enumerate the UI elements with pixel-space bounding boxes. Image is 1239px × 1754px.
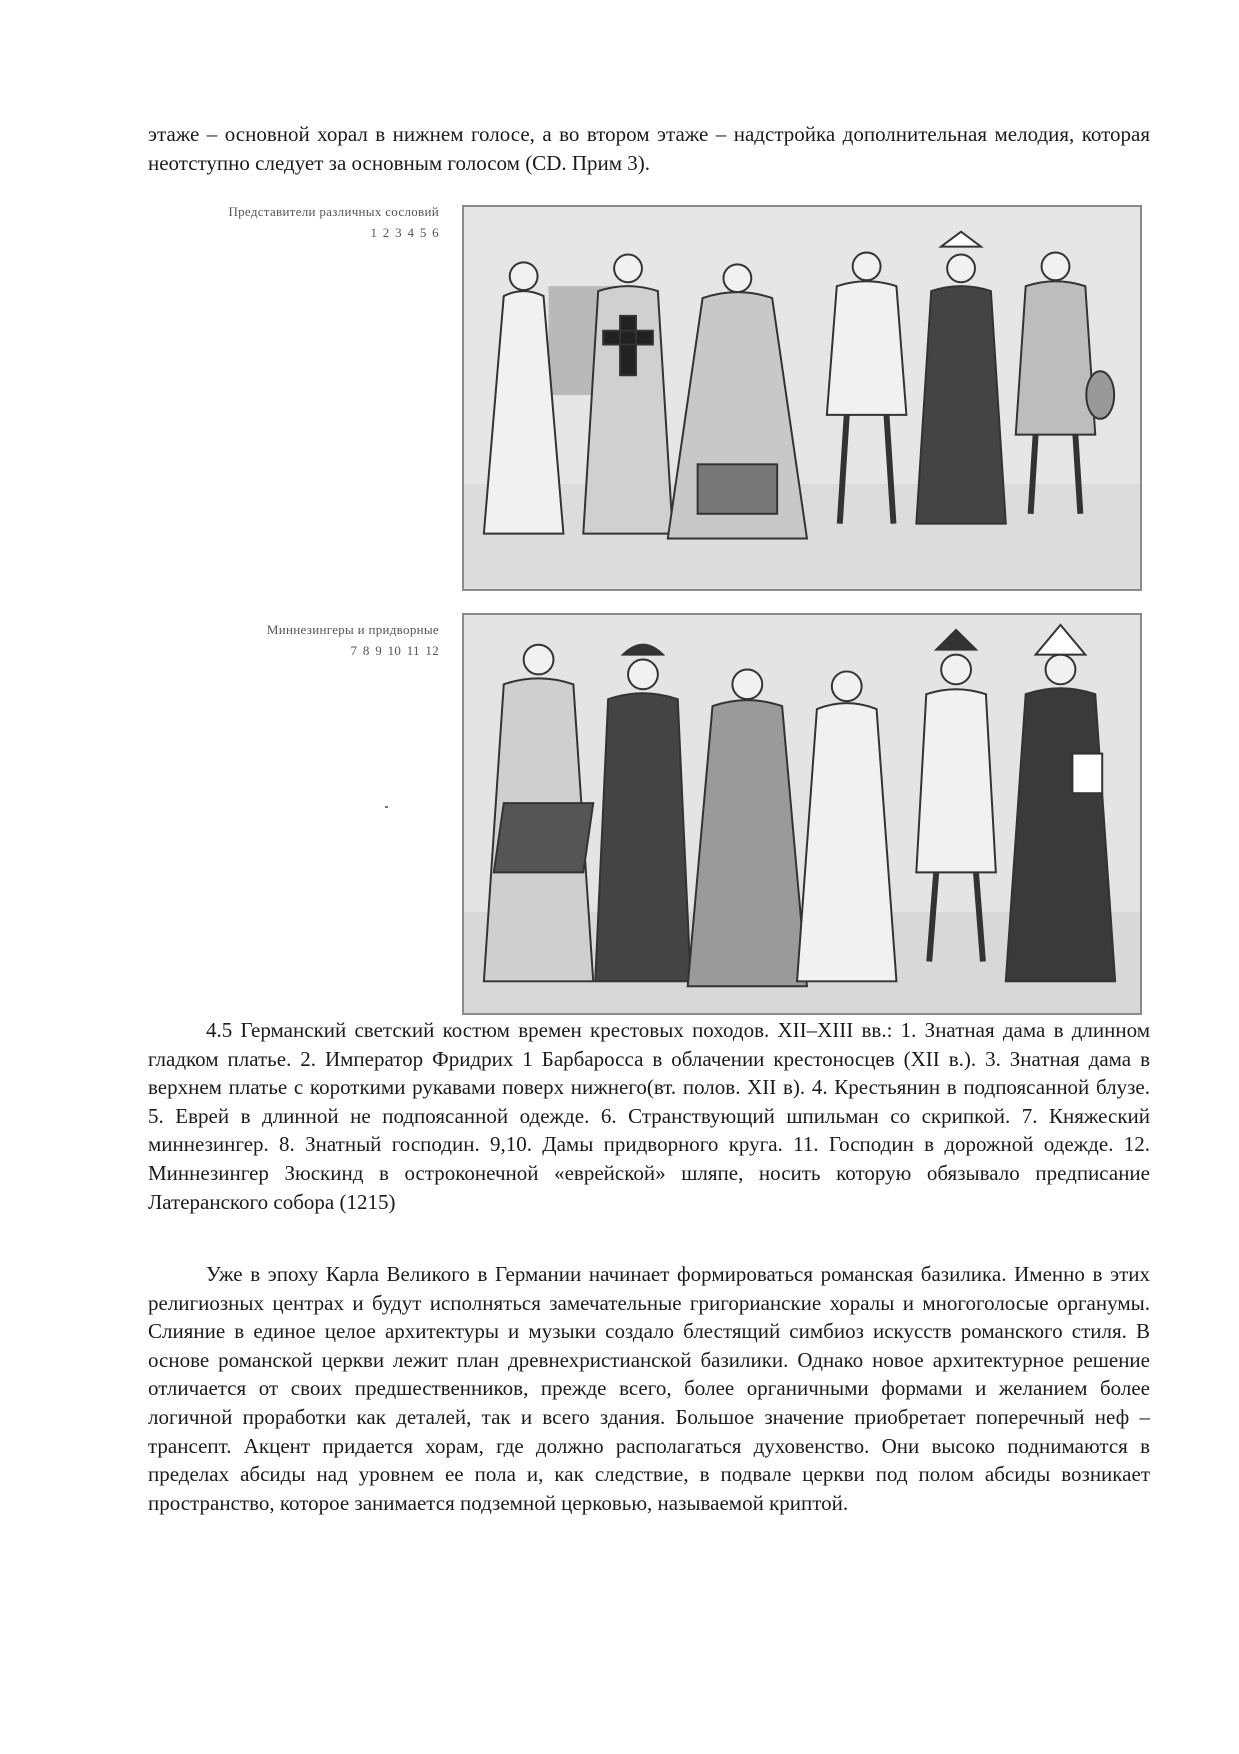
figure-caption: 4.5 Германский светский костюм времен крестовых походов. XII–XIII вв.: 1. Знатная дама в длинном гладком платье. 2. Император Фридрих 1 Барбаросса в облачении крестоносцев (XII в.). 3. Знатная дама в верхнем платье с короткими рукавами поверх нижнего(вт. полов. XII в). 4. Крестьянин в подпоясанной блузе. 5. Еврей в длинной не подпоясанной одежде. 6. Странствующий шпильман со скрипкой. 7. Княжеский миннезингер. 8. Знатный господин. 9,10. Дамы придворного круга. 11. Господин в дорожной одежде. 12. Миннезингер Зюскинд в остроконечной «еврейской» шляпе, носить которую обязывало предписание Латеранского собора (1215)	[148, 1018, 1150, 1214]
figure-1-illustration	[462, 205, 1142, 591]
figure-2-numbers: 7 8 9 10 11 12	[350, 643, 439, 658]
figure-1-label	[179, 203, 439, 241]
figure-2-drawing	[464, 615, 1140, 1013]
figure-2-illustration	[462, 613, 1142, 1015]
figure-2-label-text: Миннезингеры и придворные	[266, 622, 439, 637]
top-paragraph: этаже – основной хорал в нижнем голосе, а во втором этаже – надстройка дополнительная мелодия, которая неотступно следует за основным голосом (CD. Прим 3).	[148, 122, 1150, 175]
figure-1-numbers: 1 2 3 4 5 6	[370, 225, 439, 240]
figure-1-label-text: Представители различных сословий	[228, 204, 439, 219]
figure-2-label	[179, 621, 439, 659]
scan-speck	[385, 806, 388, 808]
body-paragraph: Уже в эпоху Карла Великого в Германии начинает формироваться романская базилика. Именно в этих религиозных центрах и будут исполняться замечательные григорианские хоралы и многоголосые органумы. Слияние в единое целое архитектуры и музыки создало блестящий симбиоз искусств романского стиля. В основе романской церкви лежит план древнехристианской базилики. Однако новое архитектурное решение отличается от своих предшественников, прежде всего, более органичными формами и желанием более логичной проработки как деталей, так и всего здания. Большое значение приобретает поперечный неф – трансепт. Акцент придается хорам, где должно располагаться духовенство. Они высоко поднимаются в пределах абсиды над уровнем ее пола и, как следствие, в подвале церкви под полом абсиды возникает пространство, которое занимается подземной церковью, называемой криптой.	[148, 1262, 1150, 1515]
figure-1-drawing	[464, 207, 1140, 589]
